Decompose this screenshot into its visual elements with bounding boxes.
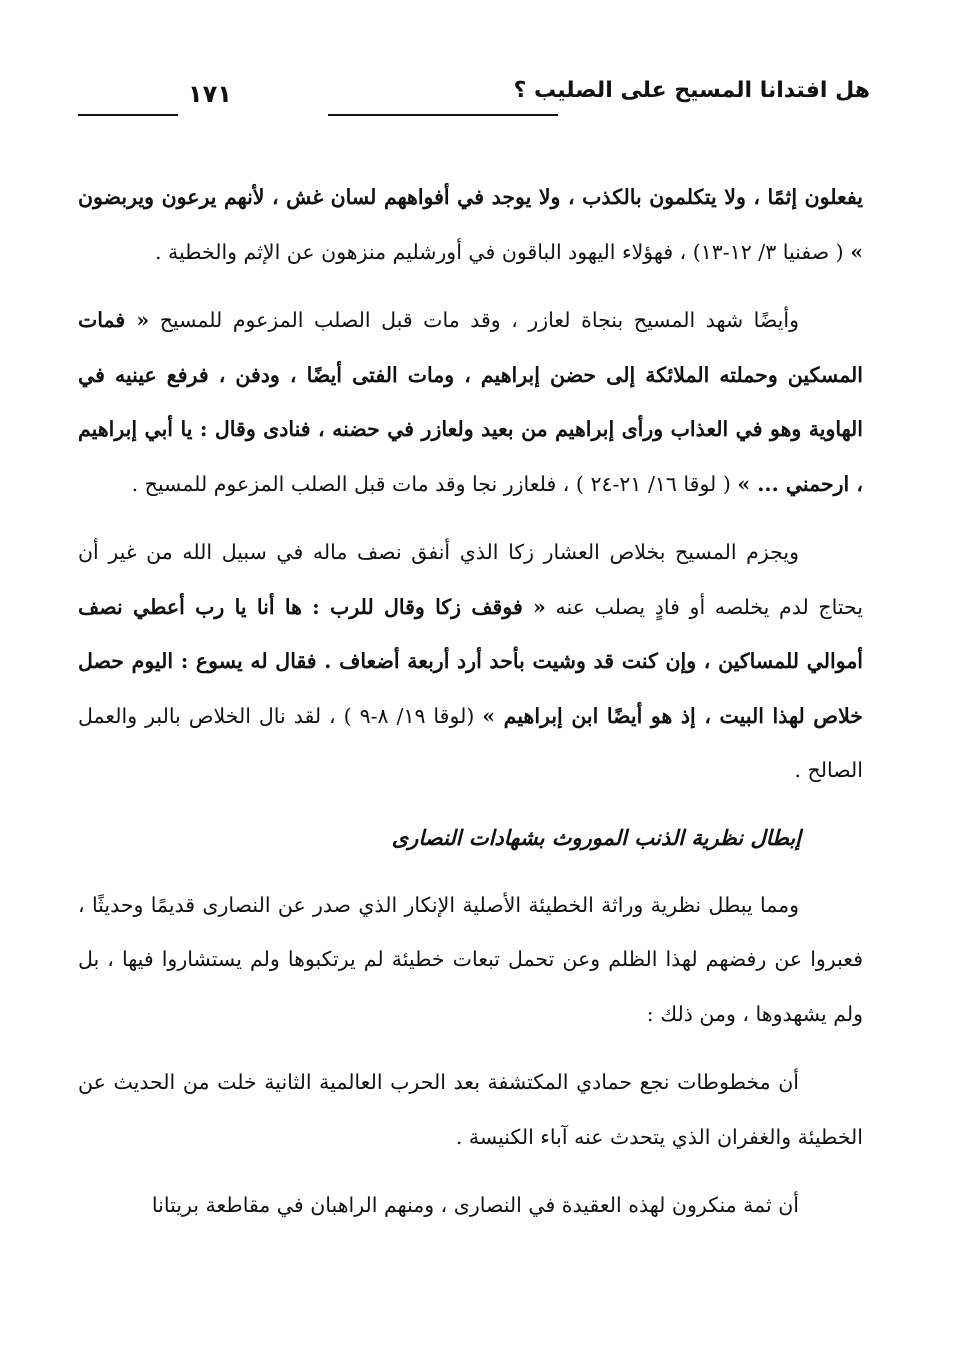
page-body [78, 170, 863, 1247]
citation-text: ( لوقا ١٦/ ٢١-٢٤ ) ، فلعازر نجا وقد مات قبل الصلب المزعوم للمسيح . [131, 471, 738, 496]
paragraph-5: أن مخطوطات نجع حمادي المكتشفة بعد الحرب العالمية الثانية خلت من الحديث عن الخطيئة والغفران الذي يتحدث عنه آباء الكنيسة . [78, 1070, 863, 1149]
quote-text: يفعلون إثمًا ، ولا يتكلمون بالكذب ، ولا يوجد في أفواههم لسان غش ، لأنهم يرعون ويربضون » [78, 185, 863, 264]
header-rule-left [78, 114, 178, 116]
page-number: ١٧١ [188, 80, 232, 108]
paragraph-1 [78, 170, 863, 279]
header-rule [328, 114, 558, 116]
quote-text: « فمات المسكين وحملته الملائكة إلى حضن إبراهيم ، ومات الفتى أيضًا ، ودفن ، فرفع عينيه في الهاوية وهو في العذاب ورأى إبراهيم من بعيد ولعازر في حضنه ، فنادى وقال : يا أبي إبراهيم ، ارحمني ... » [78, 308, 863, 496]
paragraph-4: ومما يبطل نظرية وراثة الخطيئة الأصلية الإنكار الذي صدر عن النصارى قديمًا وحديثًا ، فعبروا عن رفضهم لهذا الظلم وعن تحمل تبعات خطيئة لم يرتكبوها ولم يستشاروا فيها ، بل ولم يشهدوها ، ومن ذلك : [78, 892, 863, 1026]
body-text: ويجزم المسيح بخلاص العشار زكا الذي أنفق نصف ماله في سبيل الله من غير أن يحتاج لدم يخلصه أو فادٍ يصلب عنه [78, 540, 863, 619]
paragraph-3 [78, 525, 863, 798]
running-header [78, 70, 870, 120]
section-heading: إبطال نظرية الذنب الموروث بشهادات النصارى [391, 825, 801, 850]
paragraph-2 [78, 293, 863, 511]
header-title: هل افتدانا المسيح على الصليب ؟ [513, 78, 870, 103]
quote-text: « فوقف زكا وقال للرب : ها أنا يا رب أعطي نصف أموالي للمساكين ، وإن كنت قد وشيت بأحد أرد أربعة أضعاف . فقال له يسوع : اليوم حصل خلاص لهذا البيت ، إذ هو أيضًا ابن إبراهيم » [78, 594, 863, 728]
citation-text: ( صفنيا ٣/ ١٢-١٣) ، فهؤلاء اليهود الباقون في أورشليم منزهون عن الإثم والخطية . [154, 239, 851, 264]
body-text: وأيضًا شهد المسيح بنجاة لعازر ، وقد مات قبل الصلب المزعوم للمسيح [149, 308, 799, 332]
citation-text: (لوقا ١٩/ ٨-٩ ) ، لقد نال الخلاص بالبر والعمل الصالح . [78, 703, 863, 782]
paragraph-6: أن ثمة منكرون لهذه العقيدة في النصارى ، ومنهم الراهبان في مقاطعة بريتانا [151, 1193, 799, 1217]
